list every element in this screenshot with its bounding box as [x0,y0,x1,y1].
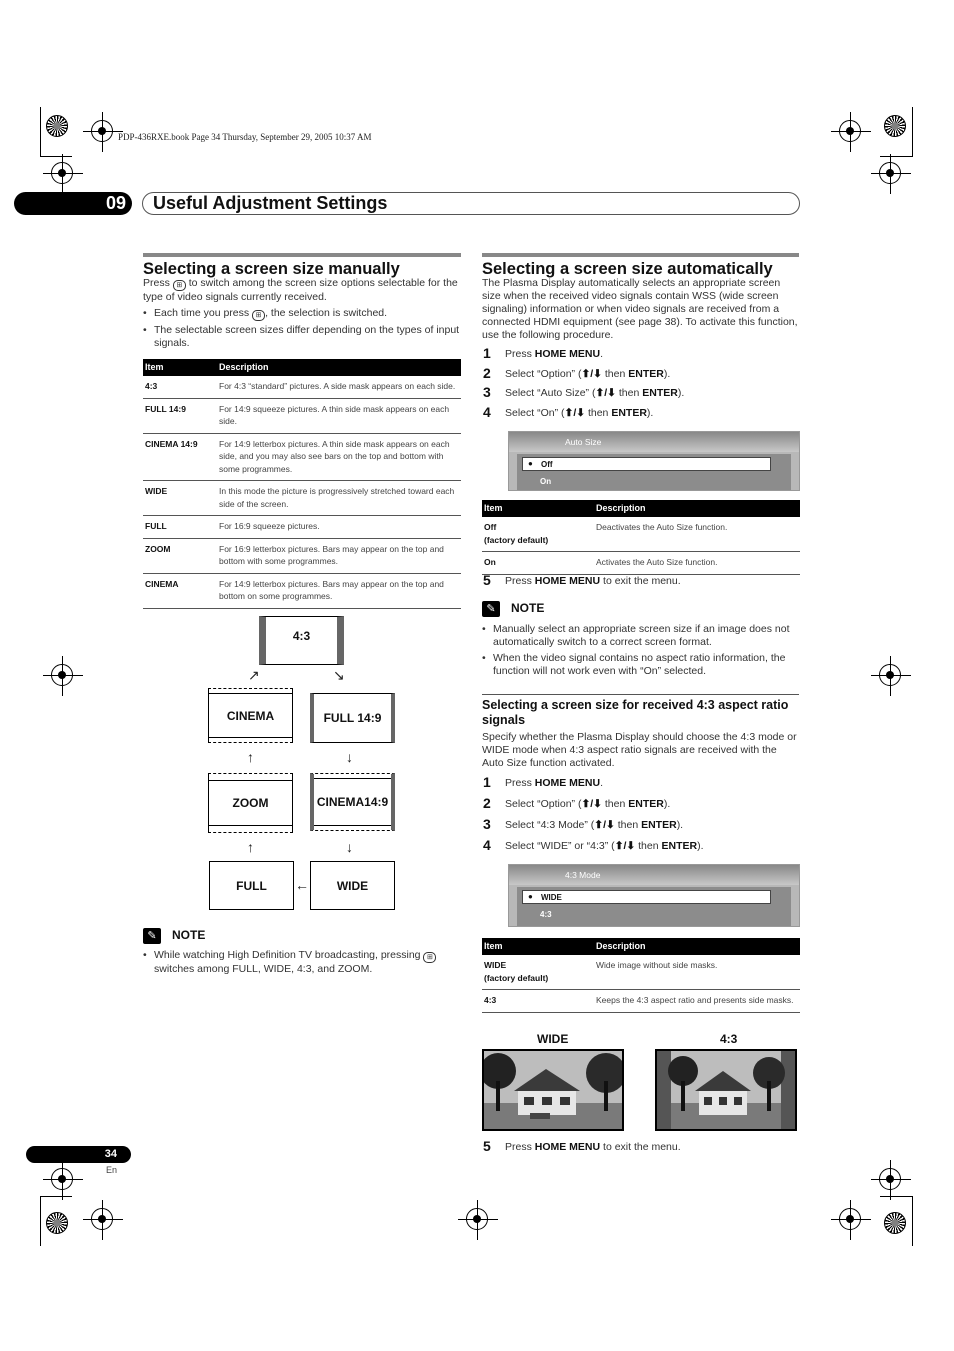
registration-mark [91,1208,113,1230]
crop-line [912,107,913,157]
registration-mark [839,120,861,142]
note-bullet: • While watching High Definition TV broadcasting, pressing ⊞ switches among FULL, WIDE, 4:3, and ZOOM. [143,949,463,976]
crop-line [40,156,72,157]
diagram-box-4-3: 4:3 [259,616,344,665]
note-bullet-1: • Manually select an appropriate screen size if an image does not automatically switch to a correct screen format. [482,623,800,649]
manual-bullet-1: • Each time you press ⊞ , the selection is switched. [143,307,461,321]
manual-intro: Press ⊞ to switch among the screen size options selectable for the type of video signals currently received. [143,277,458,303]
registration-mark [51,664,73,686]
subsection-intro: Specify whether the Plasma Display should choose the 4:3 mode or WIDE mode when 4:3 aspect ratio signals are received with the Auto Size function activated. [482,731,797,769]
crop-line [40,107,41,157]
note-bullet-2: • When the video signal contains no aspect ratio information, the function will not work even with “On” selected. [482,652,800,678]
chapter-title: Useful Adjustment Settings [142,192,800,215]
registration-mark [91,120,113,142]
note-label: NOTE [511,601,545,615]
photo-label-4-3: 4:3 [720,1032,738,1046]
diagram-box-cinema: CINEMA [208,688,293,743]
registration-star-mark [884,1212,906,1234]
menu-option-4-3[interactable]: 4:3 [540,910,552,919]
screen-size-table [143,359,461,609]
registration-mark [51,1168,73,1190]
menu-option-on[interactable]: On [540,477,552,486]
section-bar [143,253,461,257]
diagram-arrow: ↓ [346,749,353,765]
photo-label-wide: WIDE [537,1032,569,1046]
file-header: PDP-436RXE.book Page 34 Thursday, September 29, 2005 10:37 AM [118,132,372,142]
menu-title: Auto Size [509,432,799,452]
registration-star-mark [46,1212,68,1234]
note-label: NOTE [172,928,206,942]
section-title-manual: Selecting a screen size manually [143,260,400,278]
registration-mark [879,162,901,184]
arrow-up-down-icon: ⬆/⬇ [581,368,602,380]
diagram-arrow: ↑ [247,749,254,765]
auto-size-table: Item Description Off (factory default) Deactivates the Auto Size function. On Activates the Auto Size function. [482,500,800,575]
menu-option-wide[interactable]: ● WIDE [522,890,771,904]
registration-mark [466,1208,488,1230]
registration-mark [879,1168,901,1190]
table-row: WIDE In this mode the picture is progressively stretched toward each side of the screen. [143,481,461,516]
diagram-box-full-14-9: FULL 14:9 [310,693,395,743]
table-row: 4:3 For 4:3 “standard” pictures. A side mask appears on each side. [143,376,461,398]
registration-mark [51,162,73,184]
arrow-up-down-icon: ⬆/⬇ [581,798,602,810]
crop-line [880,1196,912,1197]
pencil-note-icon: ✎ [482,601,500,617]
section-title-auto: Selecting a screen size automatically [482,260,773,278]
mode-4-3-table: Item Description WIDE (factory default) Wide image without side masks. 4:3 Keeps the 4:3 aspect ratio and presents side masks. [482,938,800,1013]
page-number: 34 [26,1146,131,1163]
diagram-arrow: ↓ [346,839,353,855]
mode-4-3-menu [508,864,800,927]
auto-size-menu [508,431,800,491]
table-header-description: Description [217,359,461,376]
auto-intro: The Plasma Display automatically selects an appropriate screen size when the received video signals contain WSS (wide screen signaling) information or when video signals are received from a connected HDMI equipment (see page 38). To activate this function, use the following procedure. [482,277,798,341]
arrow-up-down-icon: ⬆/⬇ [594,819,615,831]
chapter-number: 09 [14,192,132,215]
arrow-up-down-icon: ⬆/⬇ [595,387,616,399]
section-bar [482,253,799,257]
screen-size-button-icon: ⊞ [173,280,186,291]
table-row: ZOOM For 16:9 letterbox pictures. Bars may appear on the top and bottom with some programmes. [143,538,461,573]
registration-star-mark [884,115,906,137]
crop-line [40,1196,72,1197]
menu-option-off[interactable]: ● Off [522,457,771,471]
table-row: FULL For 16:9 squeeze pictures. [143,516,461,539]
manual-bullet-2: • The selectable screen sizes differ depending on the types of input signals. [143,324,461,350]
table-row: 4:3 Keeps the 4:3 aspect ratio and presents side masks. [482,990,800,1013]
crop-line [912,1196,913,1246]
table-row: CINEMA For 14:9 letterbox pictures. Bars may appear on the top and bottom on some programmes. [143,573,461,608]
screen-size-button-icon: ⊞ [252,310,265,321]
table-row: FULL 14:9 For 14:9 squeeze pictures. A thin side mask appears on each side. [143,398,461,433]
diagram-arrow: ← [295,877,309,893]
subsection-rule [482,694,799,695]
crop-line [40,1196,41,1246]
registration-mark [879,664,901,686]
diagram-box-cinema-14-9: CINEMA14:9 [310,773,395,831]
screen-size-button-icon: ⊞ [423,952,436,963]
table-row: On Activates the Auto Size function. [482,552,800,575]
table-row: CINEMA 14:9 For 14:9 letterbox pictures. A thin side mask appears on each side, and you may also see bars on the top and bottom with some programmes. [143,433,461,481]
diagram-arrow: ↗ [248,667,260,683]
diagram-arrow: ↑ [247,839,254,855]
arrow-up-down-icon: ⬆/⬇ [614,840,636,852]
table-row: Off (factory default) Deactivates the Auto Size function. [482,517,800,552]
subsection-title: Selecting a screen size for received 4:3 aspect ratio signals [482,698,789,727]
diagram-box-full: FULL [209,861,294,910]
wide-example-image [482,1049,624,1131]
arrow-up-down-icon: ⬆/⬇ [564,407,586,419]
crop-line [880,156,912,157]
diagram-box-wide: WIDE [310,861,395,910]
registration-mark [839,1208,861,1230]
registration-star-mark [46,115,68,137]
4-3-example-image [655,1049,797,1131]
page-language: En [106,1165,118,1175]
pencil-note-icon: ✎ [143,928,161,944]
diagram-arrow: ↘ [333,667,345,683]
table-row: WIDE (factory default) Wide image without side masks. [482,955,800,990]
diagram-box-zoom: ZOOM [208,773,293,833]
table-header-item: Item [143,359,217,376]
menu-title: 4:3 Mode [509,865,799,885]
